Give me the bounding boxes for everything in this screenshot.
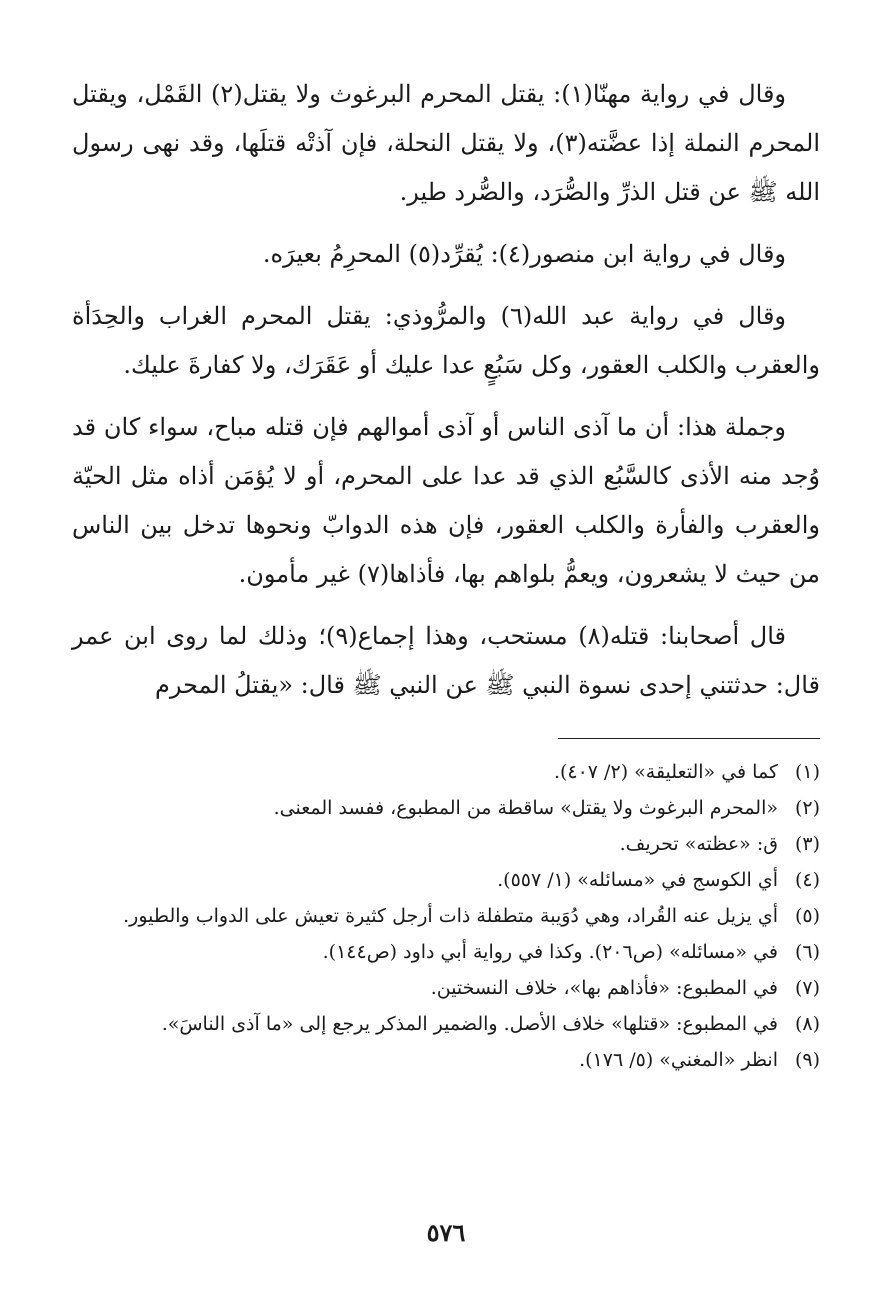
footnote-number: (٨) [794,1013,820,1035]
footnotes [72,755,820,1077]
footnote-text: انظر «المغني» (٥/ ١٧٦). [579,1049,778,1071]
page-number: ٥٧٦ [426,1218,466,1247]
footnote-item [72,791,820,825]
footnote-text: في المطبوع: «فأذاهم بها»، خلاف النسختين. [430,977,778,999]
footnote-number: (٣) [794,833,820,855]
footnote-number: (٧) [794,977,820,999]
footnote-text: أي الكوسج في «مسائله» (١/ ٥٥٧). [497,869,778,891]
footnote-number: (٥) [794,905,820,927]
main-text [72,70,820,710]
footnote-item [72,827,820,861]
footnote-item [72,863,820,897]
paragraph: وجملة هذا: أن ما آذى الناس أو آذى أموالهم فإن قتله مباح، سواء كان قد وُجد منه الأذى كالسَّبُع الذي قد عدا على المحرم، أو لا يُؤمَن أذاه مثل الحيّة والعقرب والفأرة والكلب العقور، فإن هذه الدوابّ ونحوها تدخل بين الناس من حيث لا يشعرون، ويعمُّ بلواهم بها، فأذاها(٧) غير مأمون. [72,413,820,588]
footnote-item [72,755,820,789]
footnote-item [72,1007,820,1041]
footnote-divider [558,738,820,739]
footnote-number: (٢) [794,797,820,819]
paragraph: وقال في رواية مهنّا(١): يقتل المحرم البرغوث ولا يقتل(٢) القَمْل، ويقتل المحرم النملة إذا عضَّته(٣)، ولا يقتل النحلة، فإن آذتْه قتلَها، وقد نهى رسول الله ﷺ عن قتل الذرِّ والصُّرَد، والصُّرد طير. [72,80,821,206]
paragraph: قال أصحابنا: قتله(٨) مستحب، وهذا إجماع(٩)؛ وذلك لما روى ابن عمر قال: حدثتني إحدى نسوة النبي ﷺ عن النبي ﷺ قال: «يقتلُ المحرم [72,622,820,699]
footnote-item [72,971,820,1005]
footnote-text: «المحرم البرغوث ولا يقتل» ساقطة من المطبوع، ففسد المعنى. [273,797,778,819]
footnote-item [72,1043,820,1077]
footnote-item [72,935,820,969]
footnote-number: (٤) [794,869,820,891]
footnote-item [72,899,820,933]
page-content [72,70,820,1079]
footnote-text: في «مسائله» (ص٢٠٦). وكذا في رواية أبي داود (ص١٤٤). [322,941,778,963]
footnote-text: كما في «التعليقة» (٢/ ٤٠٧). [553,761,778,783]
footnote-number: (٦) [794,941,820,963]
footnote-number: (٩) [794,1049,820,1071]
footnote-text: ق: «عظته» تحريف. [619,833,778,855]
paragraph: وقال في رواية ابن منصور(٤): يُقرِّد(٥) المحرِمُ بعيرَه. [262,240,786,268]
paragraph: وقال في رواية عبد الله(٦) والمرُّوذي: يقتل المحرم الغراب والحِدَأة والعقرب والكلب العقور، وكل سَبُعٍ عدا عليك أو عَقَرَك، ولا كفارةَ عليك. [72,302,820,379]
footnote-text: في المطبوع: «قتلها» خلاف الأصل. والضمير المذكر يرجع إلى «ما آذى الناسَ». [161,1013,778,1035]
footnote-text: أي يزيل عنه القُراد، وهي دُوَيبة متطفلة ذات أرجل كثيرة تعيش على الدواب والطيور. [123,905,778,927]
footnote-number: (١) [794,761,820,783]
